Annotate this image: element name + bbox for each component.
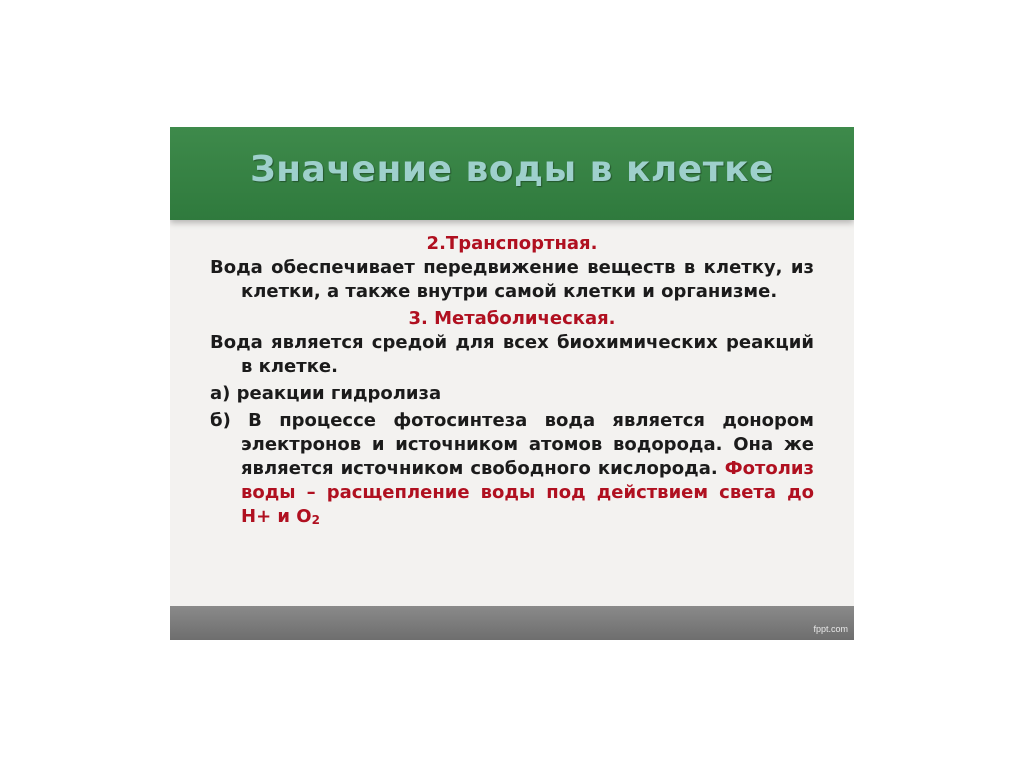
section-text-metabolic: Вода является средой для всех биохимических реакций в клетке. <box>210 332 814 377</box>
slide-header <box>170 127 854 220</box>
section-text-transport: Вода обеспечивает передвижение веществ в клетку, из клетки, а также внутри самой клетки и организме. <box>210 257 814 302</box>
list-item-a: а) реакции гидролиза <box>210 383 442 404</box>
section-heading-metabolic: 3. Метаболическая. <box>408 308 616 329</box>
oxygen-subscript: 2 <box>311 513 320 527</box>
photolysis-main: Фотолиз воды – расщепление воды под действием света до Н+ и О <box>241 458 814 527</box>
section-heading-transport: 2.Транспортная. <box>426 233 598 254</box>
list-item-b <box>210 409 814 532</box>
slide-title: Значение воды в клетке <box>250 149 774 190</box>
footer-credit: fppt.com <box>813 624 848 634</box>
slide-footer <box>170 606 854 640</box>
slide <box>170 127 854 640</box>
list-item-b-text: б) В процессе фотосинтеза вода является донором электронов и источником атомов водорода. Она же является источником свободного кислорода. <box>210 410 814 479</box>
slide-body <box>210 232 814 535</box>
